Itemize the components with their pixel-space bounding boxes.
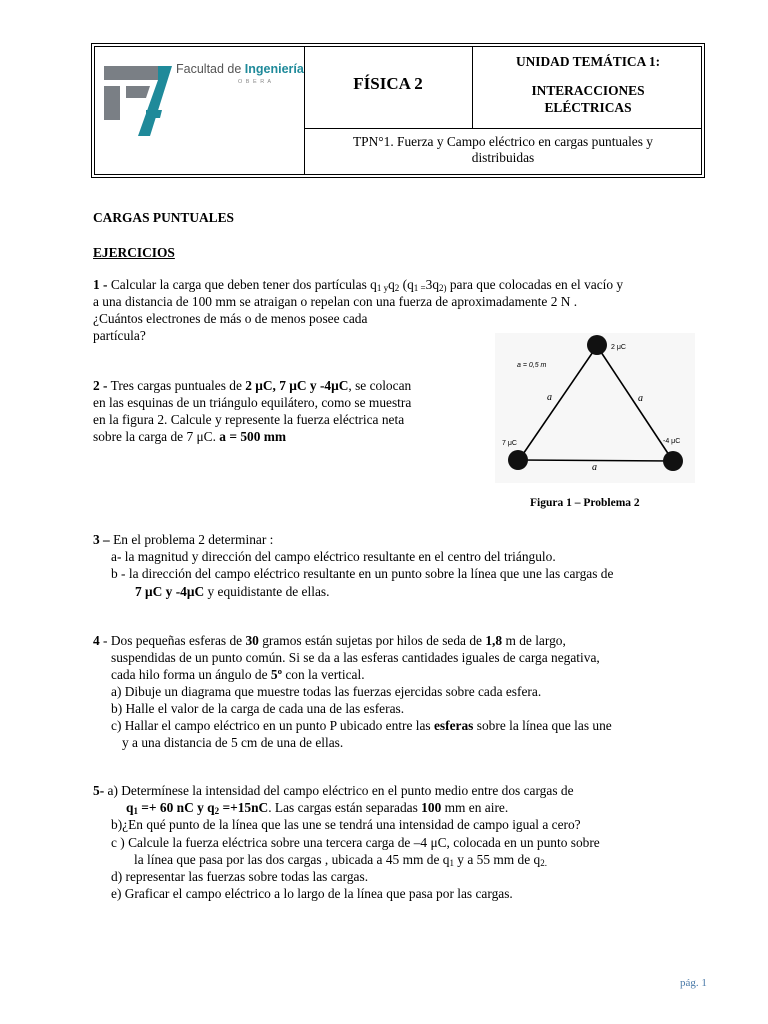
ex1-line3: ¿Cuántos electrones de más o de menos posee cada <box>93 311 368 326</box>
ex4-length: 1,8 <box>485 633 503 648</box>
ex4-text: sobre la línea que las une <box>473 718 612 733</box>
ex5-sub: 1 <box>133 806 138 816</box>
ex3-number: 3 – <box>93 532 110 547</box>
ex5-sub: 1 <box>449 858 454 868</box>
ex4-mass: 30 <box>245 633 259 648</box>
ex4-text: c) Hallar el campo eléctrico en un punto P ubicado entre las <box>111 718 434 733</box>
ex5-item-c1: c ) Calcule la fuerza eléctrica sobre una tercera carga de –4 μC, colocada en un punto sobre <box>111 835 600 850</box>
unit-title: UNIDAD TEMÁTICA 1: <box>515 54 661 69</box>
ex2-text: , se colocan <box>348 378 412 393</box>
ex4-number: 4 <box>93 633 100 648</box>
ex4-item-a: a) Dibuje un diagrama que muestre todas las fuerzas ejercidas sobre cada esfera. <box>111 684 542 699</box>
ex1-q: q <box>388 277 395 292</box>
ex1-sub: 2 <box>394 283 400 293</box>
unit-name-line2: ELÉCTRICAS <box>544 100 632 115</box>
charge-right <box>663 451 683 471</box>
ex1-text: (q <box>399 277 414 292</box>
ex1-number: 1 - <box>93 277 108 292</box>
logo-subtext: O B E R A <box>238 79 273 85</box>
ex1-line2: a una distancia de 100 mm se atraigan o repelan con una fuerza de aproximadamente 2 N . <box>93 294 578 309</box>
ex1-sub: 1 = <box>413 283 426 293</box>
ex4-text: cada hilo forma un ángulo de <box>111 667 271 682</box>
ex5-q: q <box>126 800 134 815</box>
ex3-charges: 7 μC y -4μC <box>135 584 205 599</box>
side-label-right: a <box>638 393 643 404</box>
ex4-item-b: b) Halle el valor de la carga de cada una de las esferas. <box>111 701 405 716</box>
ex5-charges: =+ 60 nC y q <box>137 800 215 815</box>
ex3-item-a: a- la magnitud y dirección del campo eléctrico resultante en el centro del triángulo. <box>111 549 556 564</box>
tp-title-line2: distribuidas <box>471 150 535 165</box>
ex5-item-b: b)¿En qué punto de la línea que las une se tendrá una intensidad de campo igual a cero? <box>111 817 581 832</box>
side-label-left: a <box>547 392 552 403</box>
ex2-line3: en la figura 2. Calcule y represente la fuerza eléctrica neta <box>93 412 405 427</box>
ex5-sub: 2 <box>214 806 220 816</box>
side-label-bottom: a <box>592 462 597 473</box>
charge-top <box>587 335 607 355</box>
triangle-diagram <box>495 333 695 483</box>
ex2-line4 <box>93 428 286 445</box>
charge-label-right: -4 μC <box>663 438 681 445</box>
unit-name-line1: INTERACCIONES <box>531 83 645 98</box>
ex5-number: 5- <box>93 783 105 798</box>
ex4-line2: suspendidas de un punto común. Si se da a las esferas cantidades iguales de carga negativa, <box>111 650 600 665</box>
ex1-sub: 1 y <box>376 283 389 293</box>
ex5-charges: =+15nC <box>219 800 269 815</box>
triangle-figure <box>495 333 695 483</box>
ex1-sub: 2) <box>439 283 447 293</box>
logo-faculty-prefix: Facultad de <box>176 62 245 76</box>
ex2-line1 <box>93 377 411 394</box>
ex4-text: - Dos pequeñas esferas de <box>99 633 246 648</box>
charge-left <box>508 450 528 470</box>
ex5-text: la línea que pasa por las dos cargas , ubicada a 45 mm de q <box>134 852 450 867</box>
ex3-text: En el problema 2 determinar : <box>109 532 274 547</box>
ex3-line1 <box>93 531 273 548</box>
charge-label-top: 2 μC <box>611 344 626 351</box>
course-title: FÍSICA 2 <box>353 74 423 93</box>
logo-faculty-word: Ingeniería <box>244 62 304 76</box>
ex3-item-b2 <box>135 583 329 600</box>
ex5-distance: 100 <box>421 800 442 815</box>
ex1-line4: partícula? <box>93 328 146 343</box>
ex3-text: y equidistante de ellas. <box>204 584 330 599</box>
ex4-text: gramos están sujetas por hilos de seda de <box>258 633 486 648</box>
ex5-text: y a 55 mm de q <box>453 852 541 867</box>
logo-text <box>176 62 304 76</box>
ex4-esferas: esferas <box>433 718 474 733</box>
ex4-angle: 5º <box>270 667 283 682</box>
ex1-text: Calcular la carga que deben tener dos partículas q <box>107 277 377 292</box>
page-number: pág. 1 <box>680 977 707 989</box>
ex2-charges: 2 μC, 7 μC y -4μC <box>245 378 349 393</box>
ex2-a-value: a = 500 mm <box>219 429 287 444</box>
ex5-line1 <box>93 782 574 799</box>
section-title: CARGAS PUNTUALES <box>93 210 234 225</box>
ex4-text: con la vertical. <box>282 667 365 682</box>
ex5-text: mm en aire. <box>441 800 509 815</box>
ex5-text: a) Determínese la intensidad del campo eléctrico en el punto medio entre dos cargas de <box>104 783 574 798</box>
ex3-item-b: b - la dirección del campo eléctrico resultante en un punto sobre la línea que une las cargas de <box>111 566 614 581</box>
ex1-text: 3q <box>425 277 440 292</box>
ex2-text: Tres cargas puntuales de <box>107 378 246 393</box>
subsection-title: EJERCICIOS <box>93 245 175 260</box>
ex4-line1 <box>93 632 566 649</box>
figure-caption: Figura 1 – Problema 2 <box>530 497 640 509</box>
ex2-number: 2 - <box>93 378 108 393</box>
ex5-item-d: d) representar las fuerzas sobre todas las cargas. <box>111 869 369 884</box>
ex1-text: para que colocadas en el vacío y <box>446 277 624 292</box>
ex4-item-c2: y a una distancia de 5 cm de una de ellas. <box>122 735 344 750</box>
ex5-item-e: e) Graficar el campo eléctrico a lo largo de la línea que pasa por las cargas. <box>111 886 513 901</box>
a-value-label: a = 0,5 m <box>517 362 547 369</box>
divider <box>304 128 701 129</box>
ex4-item-c <box>111 717 612 734</box>
charge-label-left: 7 μC <box>502 440 517 447</box>
ex5-sub: 2. <box>540 858 547 868</box>
ex2-text: sobre la carga de 7 μC. <box>93 429 220 444</box>
ex2-line2: en las esquinas de un triángulo equilátero, como se muestra <box>93 395 412 410</box>
ex5-text: . Las cargas están separadas <box>268 800 422 815</box>
ex4-text: m de largo, <box>502 633 566 648</box>
tp-title-line1: TPN°1. Fuerza y Campo eléctrico en cargas puntuales y <box>353 134 653 149</box>
ex4-line3 <box>111 666 365 683</box>
triangle-side-bottom <box>519 460 673 461</box>
